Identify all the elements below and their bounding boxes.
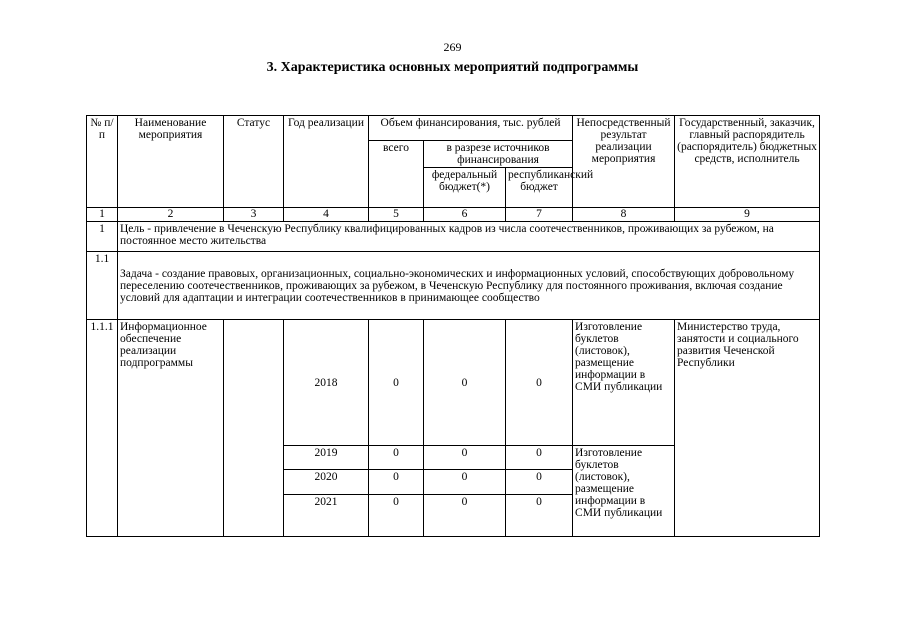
- federal-cell: 0: [424, 470, 506, 495]
- total-cell: 0: [369, 495, 424, 537]
- header-federal: федеральный бюджет(*): [424, 168, 506, 208]
- year-cell: 2019: [284, 446, 369, 470]
- total-cell: 0: [369, 470, 424, 495]
- republic-cell: 0: [506, 446, 573, 470]
- header-republic: республиканский бюджет: [506, 168, 573, 208]
- header-by-source: в разрезе источников финансирования: [424, 141, 573, 168]
- goal-text: Цель - привлечение в Чеченскую Республику квалифицированных кадров из числа соотечественников, проживающих за рубежом, на постоянное место жительства: [118, 222, 820, 252]
- federal-cell: 0: [424, 446, 506, 470]
- task-num: 1.1: [87, 252, 118, 320]
- activity-status: [224, 320, 284, 537]
- republic-cell: 0: [506, 495, 573, 537]
- activities-table: [86, 115, 820, 537]
- col-number: 5: [369, 208, 424, 222]
- header-result: Непосредственный результат реализации мероприятия: [573, 116, 675, 208]
- header-customer: Государственный, заказчик, главный распорядитель (распорядитель) бюджетных средств, исполнитель: [675, 116, 820, 208]
- year-cell: 2020: [284, 470, 369, 495]
- header-total: всего: [369, 141, 424, 208]
- col-number: 9: [675, 208, 820, 222]
- result-cell: Изготовление буклетов (листовок), размещение информации в СМИ публикации: [573, 320, 675, 446]
- federal-cell: 0: [424, 320, 506, 446]
- republic-cell: 0: [506, 320, 573, 446]
- result-cell: Изготовление буклетов (листовок), размещение информации в СМИ публикации: [573, 446, 675, 537]
- col-number: 6: [424, 208, 506, 222]
- header-year: Год реализации: [284, 116, 369, 208]
- activity-customer: Министерство труда, занятости и социального развития Чеченской Республики: [675, 320, 820, 537]
- header-funding: Объем финансирования, тыс. рублей: [369, 116, 573, 141]
- col-number: 4: [284, 208, 369, 222]
- col-number: 2: [118, 208, 224, 222]
- activity-name: Информационное обеспечение реализации подпрограммы: [118, 320, 224, 537]
- federal-cell: 0: [424, 495, 506, 537]
- col-number: 8: [573, 208, 675, 222]
- activity-num: 1.1.1: [87, 320, 118, 537]
- col-number: 1: [87, 208, 118, 222]
- col-number: 7: [506, 208, 573, 222]
- page-number: 269: [443, 40, 462, 54]
- total-cell: 0: [369, 320, 424, 446]
- header-name: Наименование мероприятия: [118, 116, 224, 208]
- col-number: 3: [224, 208, 284, 222]
- header-status: Статус: [224, 116, 284, 208]
- goal-num: 1: [87, 222, 118, 252]
- total-cell: 0: [369, 446, 424, 470]
- header-num: № п/п: [87, 116, 118, 208]
- page-title: 3. Характеристика основных мероприятий подпрограммы: [266, 60, 639, 75]
- year-cell: 2018: [284, 320, 369, 446]
- year-cell: 2021: [284, 495, 369, 537]
- task-text: Задача - создание правовых, организационных, социально-экономических и информационных условий, способствующих добровольному переселению соотечественников, проживающих за рубежом, в Чеченскую Республику для постоянного проживания, включая создание условий для адаптации и интеграции соотечественников в принимающее сообщество: [118, 252, 820, 320]
- republic-cell: 0: [506, 470, 573, 495]
